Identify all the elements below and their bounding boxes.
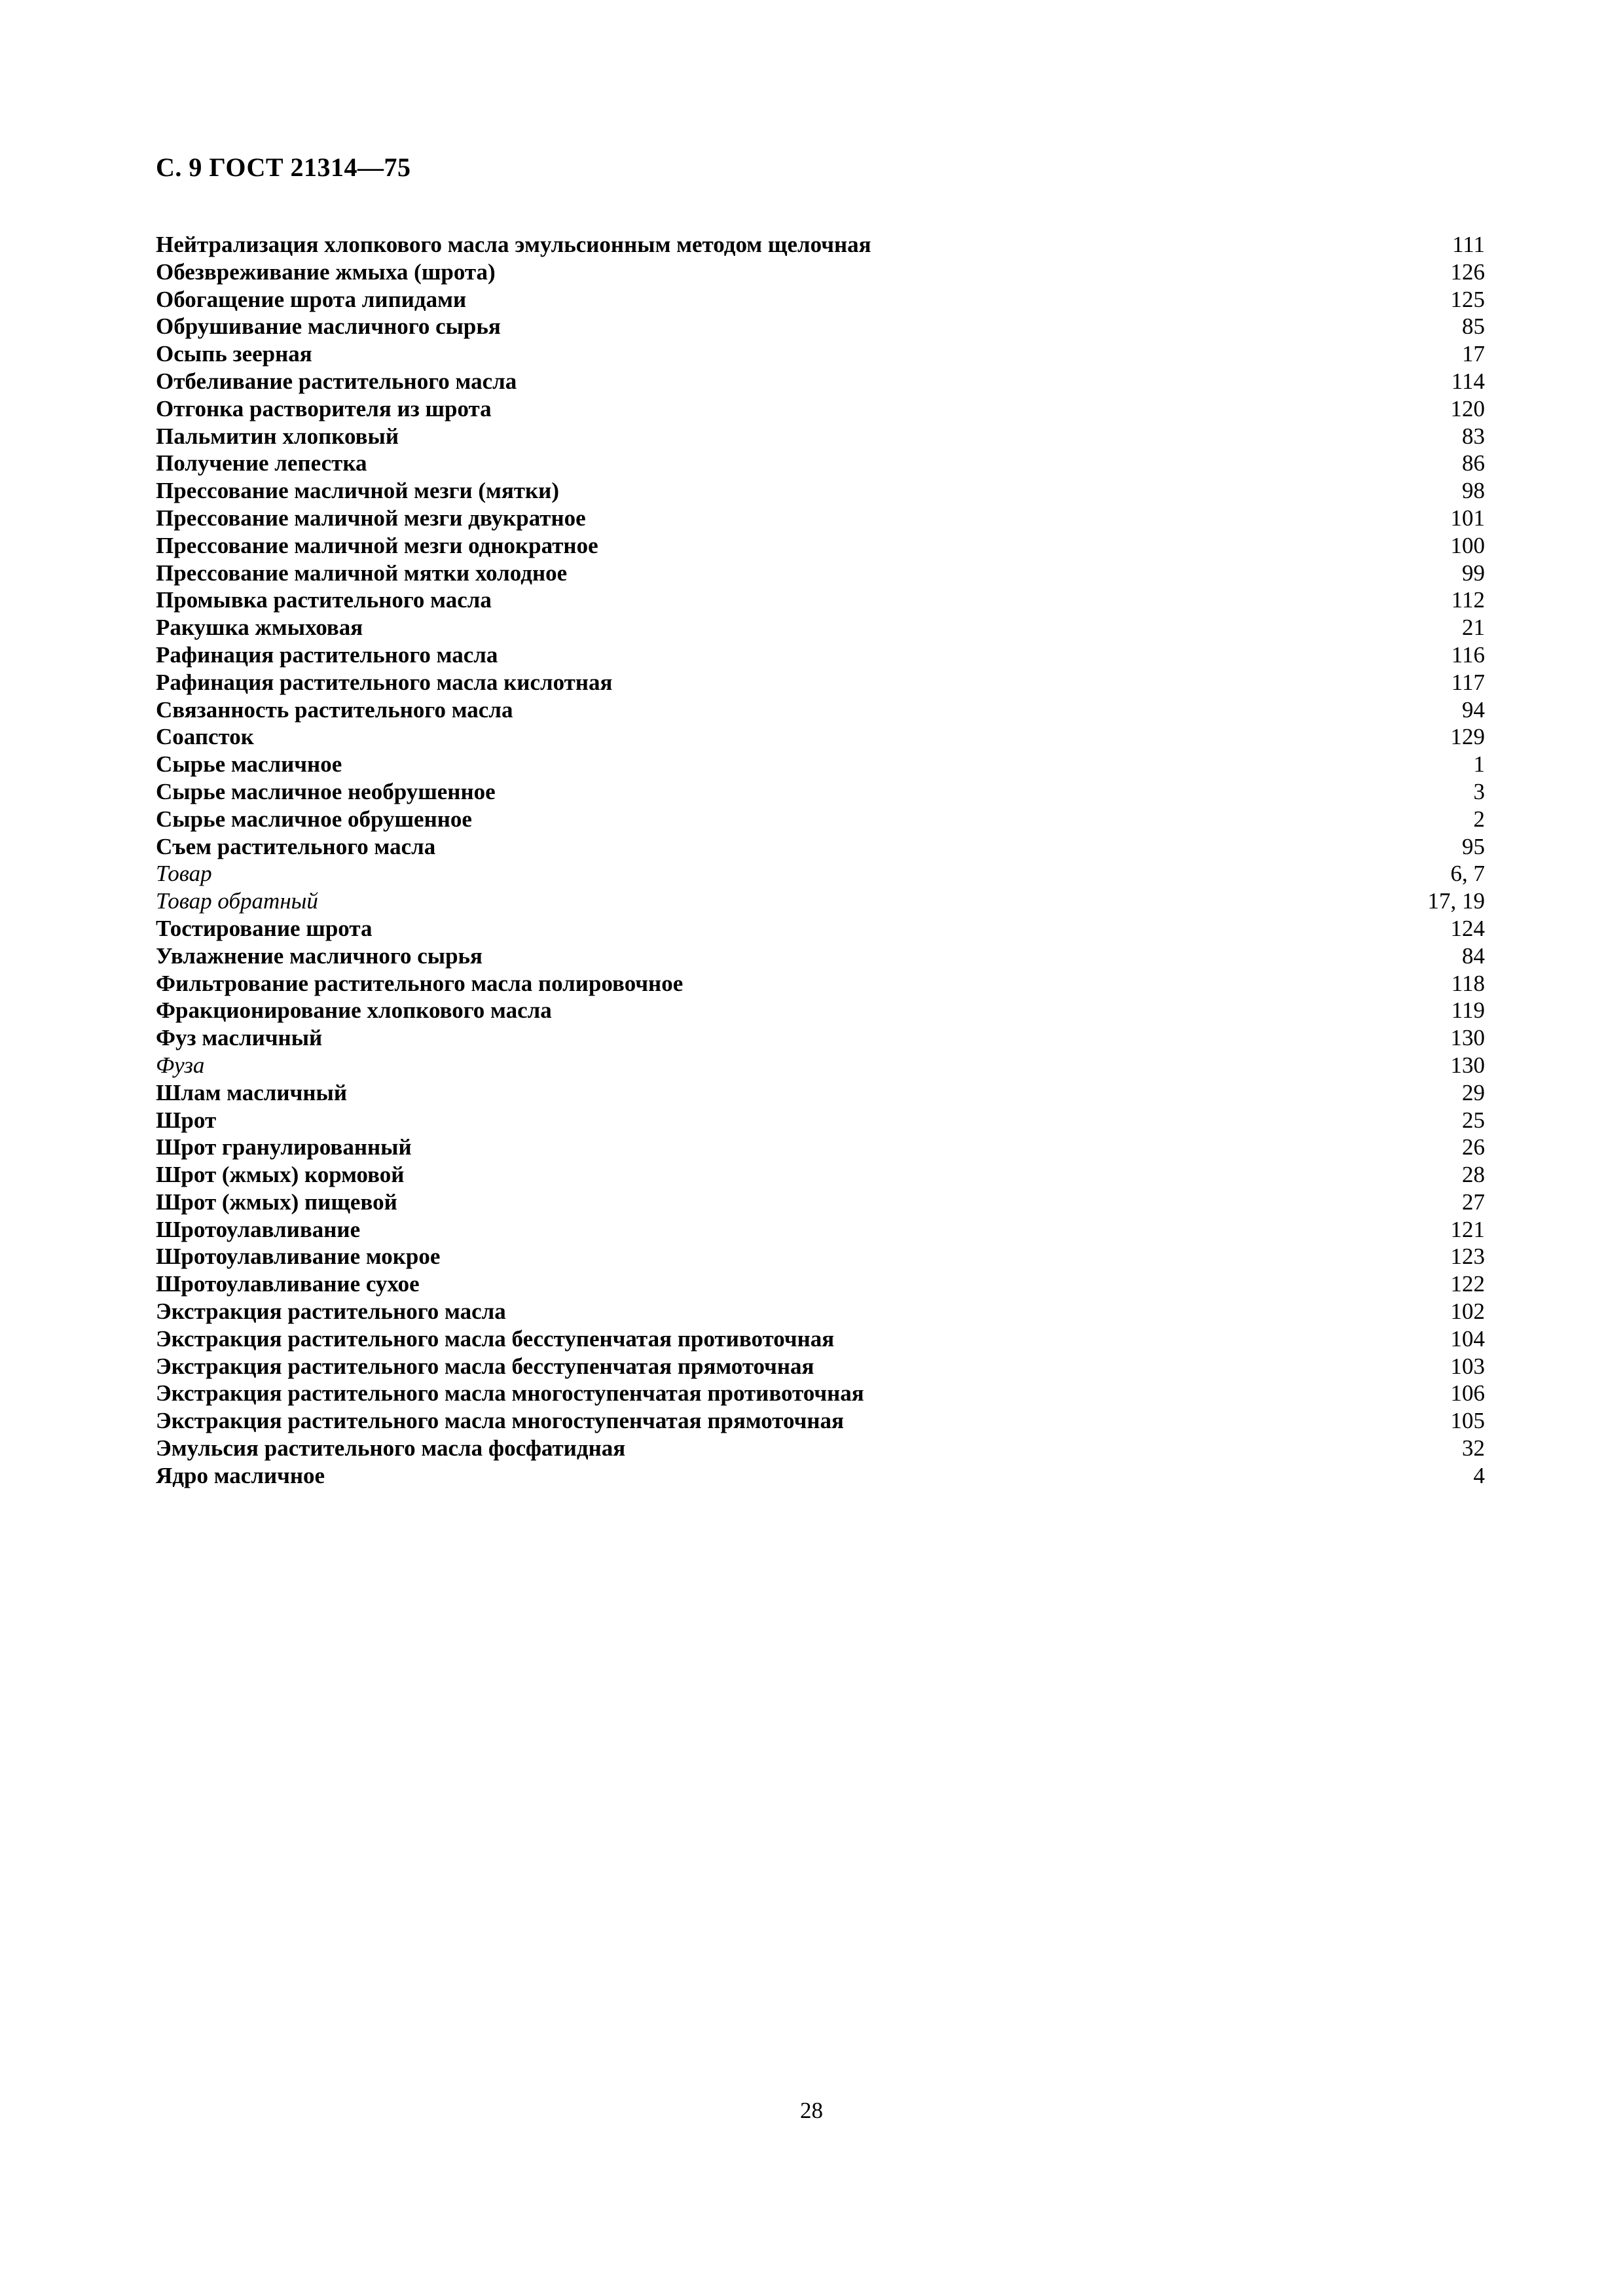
index-term: Рафинация растительного масла кислотная	[156, 669, 613, 695]
index-term: Обогащение шрота липидами	[156, 286, 467, 312]
index-term: Шрот (жмых) пищевой	[156, 1189, 397, 1215]
index-entry	[156, 340, 1485, 368]
index-term: Промывка растительного масла	[156, 587, 492, 613]
index-term: Прессование масличной мезги (мятки)	[156, 478, 559, 504]
index-entry	[156, 888, 1485, 915]
index-term: Эмульсия растительного масла фосфатидная	[156, 1435, 626, 1462]
index-entry	[156, 450, 1485, 477]
index-entry	[156, 532, 1485, 560]
page-number: 28	[800, 2098, 823, 2123]
index-term: Рафинация растительного масла	[156, 641, 498, 668]
index-term-number: 119	[1451, 997, 1485, 1024]
index-term: Сырье масличное	[156, 751, 342, 778]
index-entry	[156, 1353, 1485, 1380]
index-term-number: 101	[1450, 505, 1485, 531]
index-entry	[156, 997, 1485, 1024]
index-term-number: 95	[1462, 833, 1485, 859]
index-term-number: 83	[1462, 423, 1485, 449]
index-entry	[156, 1407, 1485, 1435]
index-term-number: 99	[1462, 560, 1485, 586]
index-term-number: 130	[1450, 1025, 1485, 1051]
index-term: Отбеливание растительного масла	[156, 368, 517, 394]
index-term-number: 100	[1450, 532, 1485, 558]
index-term-number: 121	[1450, 1216, 1485, 1242]
index-term: Соапсток	[156, 724, 254, 750]
index-entry	[156, 395, 1485, 423]
index-term: Съем растительного масла	[156, 833, 436, 859]
index-list	[156, 231, 1485, 1490]
index-term: Шротоулавливание сухое	[156, 1271, 420, 1297]
index-entry	[156, 1462, 1485, 1490]
index-term-number: 126	[1450, 259, 1485, 285]
index-term: Фильтрование растительного масла полировочное	[156, 970, 684, 996]
index-term-number: 112	[1451, 587, 1485, 613]
index-term-number: 118	[1451, 970, 1485, 996]
index-entry	[156, 1134, 1485, 1161]
index-term-number: 111	[1452, 232, 1485, 257]
index-entry	[156, 1435, 1485, 1462]
index-entry	[156, 942, 1485, 970]
index-entry	[156, 286, 1485, 314]
index-term: Осыпь зеерная	[156, 341, 312, 367]
index-term: Получение лепестка	[156, 450, 367, 476]
index-term: Отгонка растворителя из шрота	[156, 395, 492, 422]
index-term-number: 125	[1450, 286, 1485, 312]
index-term-number: 130	[1450, 1052, 1485, 1078]
index-term-number: 123	[1450, 1244, 1485, 1270]
index-term: Сырье масличное обрушенное	[156, 806, 472, 832]
index-term-number: 28	[1462, 1162, 1485, 1188]
index-entry	[156, 696, 1485, 724]
index-term: Ракушка жмыховая	[156, 615, 363, 641]
index-term-number: 3	[1473, 778, 1485, 804]
index-term: Обезвреживание жмыха (шрота)	[156, 259, 496, 285]
index-term: Шлам масличный	[156, 1079, 347, 1105]
index-entry	[156, 505, 1485, 532]
index-term: Увлажнение масличного сырья	[156, 942, 483, 969]
index-term: Шротоулавливание мокрое	[156, 1244, 441, 1270]
index-entry	[156, 806, 1485, 833]
index-entry	[156, 368, 1485, 395]
index-entry	[156, 1079, 1485, 1107]
index-term: Связанность растительного масла	[156, 696, 513, 723]
index-term-number: 25	[1462, 1107, 1485, 1133]
index-term: Обрушивание масличного сырья	[156, 314, 501, 340]
index-term-number: 29	[1462, 1079, 1485, 1105]
index-term: Ядро масличное	[156, 1462, 325, 1488]
index-term-number: 114	[1451, 368, 1485, 394]
index-term-number: 104	[1450, 1325, 1485, 1352]
index-term: Прессование маличной мезги однократное	[156, 532, 598, 558]
index-term-number: 105	[1450, 1408, 1485, 1434]
index-entry	[156, 1052, 1485, 1079]
index-term-number: 4	[1473, 1462, 1485, 1488]
index-entry	[156, 231, 1485, 259]
index-entry	[156, 477, 1485, 505]
index-entry	[156, 560, 1485, 587]
index-term-number: 27	[1462, 1189, 1485, 1215]
index-entry	[156, 723, 1485, 751]
index-term-number: 124	[1450, 915, 1485, 941]
index-term: Экстракция растительного масла бесступенчатая противоточная	[156, 1325, 835, 1352]
index-term: Экстракция растительного масла многоступенчатая прямоточная	[156, 1408, 844, 1434]
index-entry	[156, 669, 1485, 696]
index-term-number: 21	[1462, 615, 1485, 641]
index-term-number: 84	[1462, 942, 1485, 969]
index-entry	[156, 423, 1485, 450]
index-term-number: 2	[1473, 806, 1485, 832]
index-term: Прессование маличной мезги двукратное	[156, 505, 586, 531]
index-term: Шрот	[156, 1107, 217, 1133]
index-term-number: 116	[1451, 641, 1485, 668]
index-entry	[156, 915, 1485, 942]
index-term: Пальмитин хлопковый	[156, 423, 399, 449]
page-header: С. 9 ГОСТ 21314—75	[156, 152, 411, 182]
index-entry	[156, 614, 1485, 641]
index-term-number: 103	[1450, 1353, 1485, 1379]
index-term: Товар обратный	[156, 888, 318, 914]
index-entry	[156, 1216, 1485, 1244]
index-term-number: 106	[1450, 1380, 1485, 1407]
index-entry	[156, 970, 1485, 997]
index-term: Экстракция растительного масла	[156, 1299, 506, 1325]
index-entry	[156, 641, 1485, 669]
index-term: Фракционирование хлопкового масла	[156, 997, 552, 1024]
index-entry	[156, 1024, 1485, 1052]
index-entry	[156, 860, 1485, 888]
index-term: Экстракция растительного масла многоступенчатая противоточная	[156, 1380, 864, 1407]
index-entry	[156, 313, 1485, 340]
index-entry	[156, 1189, 1485, 1216]
index-entry	[156, 1298, 1485, 1325]
index-term-number: 98	[1462, 478, 1485, 504]
index-term: Тостирование шрота	[156, 915, 373, 941]
index-entry	[156, 833, 1485, 861]
index-term-number: 85	[1462, 314, 1485, 340]
index-term-number: 1	[1473, 751, 1485, 778]
index-term: Товар	[156, 861, 212, 887]
index-term-number: 120	[1450, 395, 1485, 422]
index-term: Экстракция растительного масла бесступенчатая прямоточная	[156, 1353, 814, 1379]
index-entry	[156, 1380, 1485, 1407]
index-term-number: 94	[1462, 696, 1485, 723]
index-term-number: 32	[1462, 1435, 1485, 1462]
index-entry	[156, 778, 1485, 806]
index-entry	[156, 586, 1485, 614]
index-term: Нейтрализация хлопкового масла эмульсионным методом щелочная	[156, 232, 871, 257]
index-term-number: 129	[1450, 724, 1485, 750]
index-term-number: 122	[1450, 1271, 1485, 1297]
index-term: Сырье масличное необрушенное	[156, 778, 496, 804]
index-entry	[156, 259, 1485, 286]
index-entry	[156, 1270, 1485, 1298]
index-term: Прессование маличной мятки холодное	[156, 560, 568, 586]
index-term: Шротоулавливание	[156, 1216, 361, 1242]
index-entry	[156, 1325, 1485, 1353]
index-entry	[156, 1161, 1485, 1189]
index-term: Шрот (жмых) кормовой	[156, 1162, 405, 1188]
index-term-number: 17	[1462, 341, 1485, 367]
index-term-number: 117	[1451, 669, 1485, 695]
index-entry	[156, 751, 1485, 778]
index-term: Фуз масличный	[156, 1025, 323, 1051]
index-entry	[156, 1243, 1485, 1270]
index-term: Шрот гранулированный	[156, 1134, 412, 1160]
index-term-number: 26	[1462, 1134, 1485, 1160]
index-term-number: 102	[1450, 1299, 1485, 1325]
index-term: Фуза	[156, 1052, 205, 1078]
index-term-number: 86	[1462, 450, 1485, 476]
index-term-number: 17, 19	[1427, 888, 1485, 914]
index-entry	[156, 1107, 1485, 1134]
index-term-number: 6, 7	[1450, 861, 1485, 887]
